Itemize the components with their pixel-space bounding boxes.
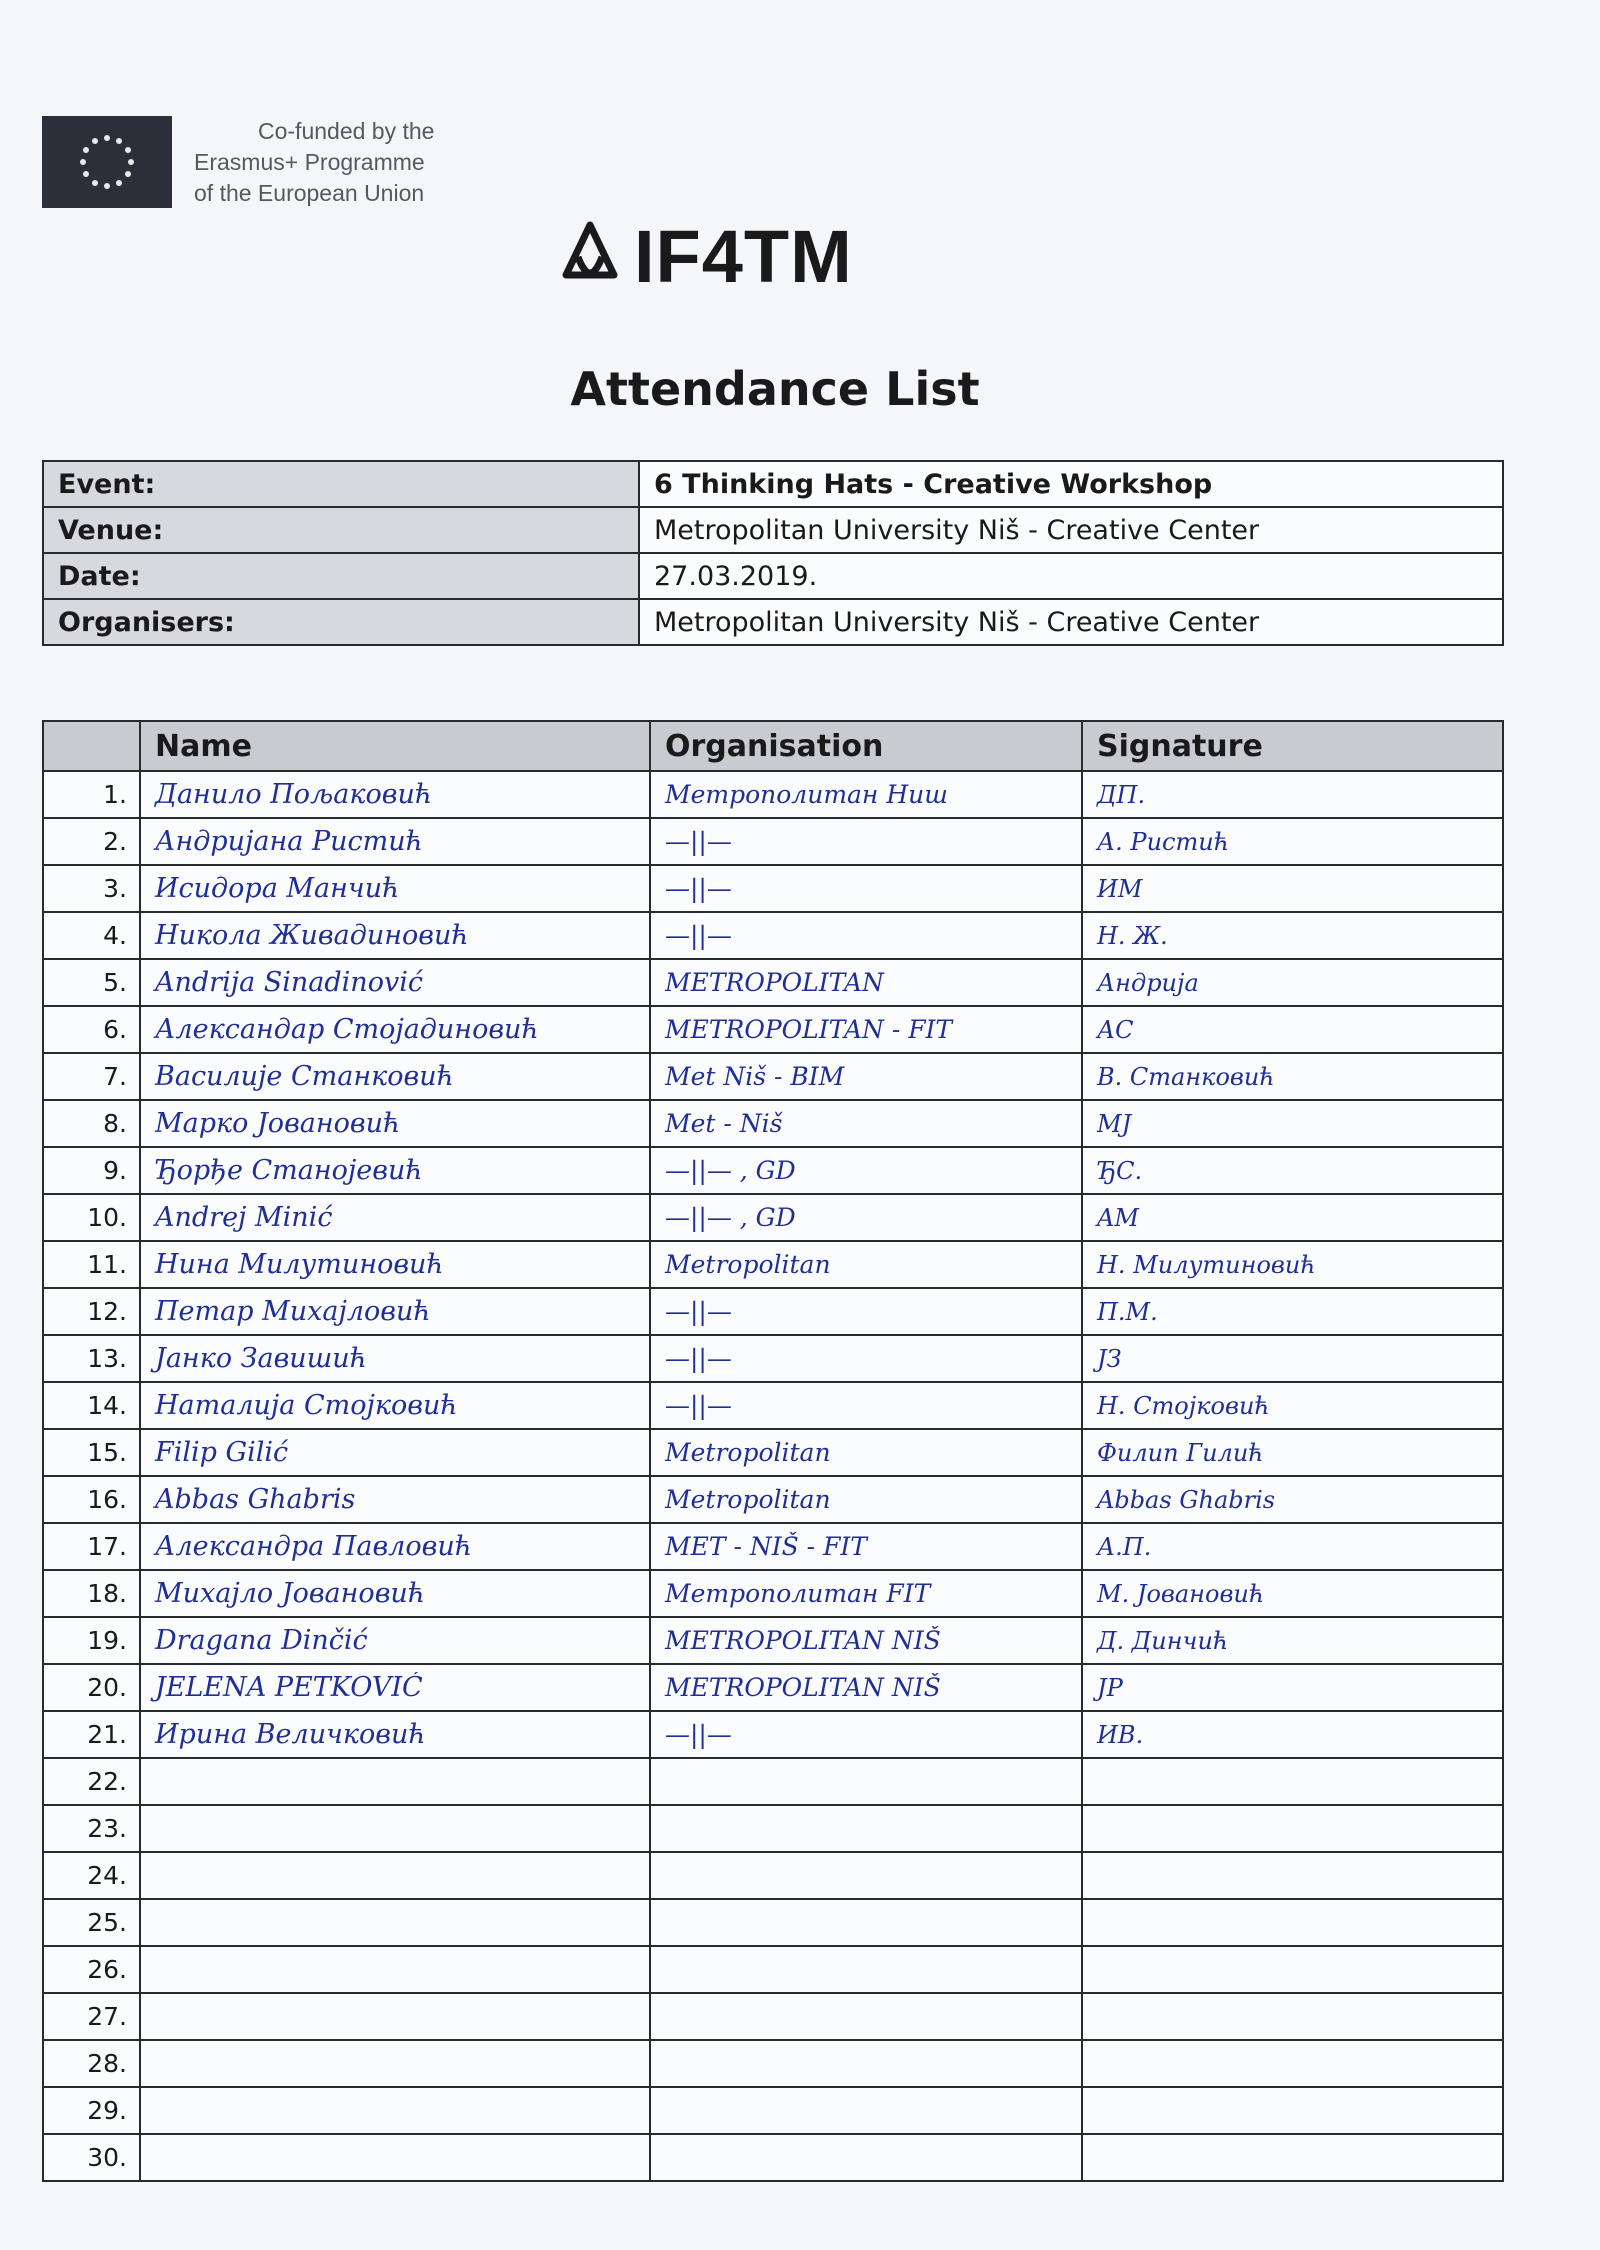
signature-cell	[1082, 1570, 1503, 1617]
name-cell	[140, 818, 650, 865]
organisation-cell	[650, 865, 1082, 912]
column-header-signature: Signature	[1082, 721, 1503, 771]
attendance-row	[43, 1852, 1503, 1899]
row-number: 30.	[43, 2134, 140, 2181]
attendance-row	[43, 2040, 1503, 2087]
name-cell	[140, 1523, 650, 1570]
signature-cell	[1082, 1335, 1503, 1382]
row-number: 12.	[43, 1288, 140, 1335]
handwritten-signature: JP	[1097, 1673, 1123, 1702]
signature-cell	[1082, 1429, 1503, 1476]
attendance-row	[43, 1899, 1503, 1946]
name-cell	[140, 771, 650, 818]
name-cell	[140, 1241, 650, 1288]
row-number: 29.	[43, 2087, 140, 2134]
name-cell	[140, 1758, 650, 1805]
row-number: 16.	[43, 1476, 140, 1523]
row-number: 20.	[43, 1664, 140, 1711]
row-number: 5.	[43, 959, 140, 1006]
info-row	[43, 599, 1503, 645]
attendance-row	[43, 1476, 1503, 1523]
info-label: Event:	[43, 461, 639, 507]
attendance-row	[43, 1758, 1503, 1805]
row-number: 19.	[43, 1617, 140, 1664]
row-number: 4.	[43, 912, 140, 959]
organisation-cell	[650, 2087, 1082, 2134]
handwritten-organisation: Метрополитан Ниш	[665, 780, 948, 809]
name-cell	[140, 865, 650, 912]
row-number: 10.	[43, 1194, 140, 1241]
attendance-row	[43, 1053, 1503, 1100]
organisation-cell	[650, 771, 1082, 818]
row-number: 9.	[43, 1147, 140, 1194]
attendance-row	[43, 2087, 1503, 2134]
organisation-cell	[650, 1053, 1082, 1100]
handwritten-name: Петар Михајловић	[155, 1296, 431, 1327]
organisation-cell	[650, 1335, 1082, 1382]
signature-cell	[1082, 1006, 1503, 1053]
name-cell	[140, 1100, 650, 1147]
name-cell	[140, 1711, 650, 1758]
handwritten-signature: АС	[1097, 1015, 1134, 1044]
name-cell	[140, 1617, 650, 1664]
name-cell	[140, 1664, 650, 1711]
row-number: 24.	[43, 1852, 140, 1899]
attendance-row	[43, 1711, 1503, 1758]
attendance-row	[43, 1100, 1503, 1147]
handwritten-signature: Abbas Ghabris	[1097, 1485, 1276, 1514]
organisation-cell	[650, 959, 1082, 1006]
handwritten-signature: Н. Милутиновић	[1097, 1250, 1316, 1279]
row-number: 11.	[43, 1241, 140, 1288]
attendance-row	[43, 1288, 1503, 1335]
column-header-organisation: Organisation	[650, 721, 1082, 771]
attendance-row	[43, 1617, 1503, 1664]
organisation-cell	[650, 1523, 1082, 1570]
eu-text-line: of the European Union	[194, 180, 425, 206]
signature-cell	[1082, 1241, 1503, 1288]
handwritten-signature: AM	[1097, 1203, 1139, 1232]
organisation-cell	[650, 1194, 1082, 1241]
name-cell	[140, 1006, 650, 1053]
name-cell	[140, 1899, 650, 1946]
organisation-cell	[650, 1476, 1082, 1523]
handwritten-name: Andrija Sinadinović	[155, 967, 423, 998]
handwritten-organisation: METROPOLITAN NIŠ	[665, 1626, 941, 1655]
handwritten-signature: Андрија	[1097, 968, 1199, 997]
signature-cell	[1082, 1664, 1503, 1711]
organisation-cell	[650, 1993, 1082, 2040]
handwritten-name: Александар Стојадиновић	[155, 1014, 539, 1045]
signature-cell	[1082, 1053, 1503, 1100]
name-cell	[140, 1993, 650, 2040]
attendance-row	[43, 1805, 1503, 1852]
handwritten-name: Василије Станковић	[155, 1061, 454, 1092]
eu-cofunding-logo	[42, 116, 434, 209]
organisation-cell	[650, 818, 1082, 865]
row-number: 22.	[43, 1758, 140, 1805]
handwritten-organisation: —||—	[665, 921, 732, 950]
attendance-row	[43, 2134, 1503, 2181]
info-value: Metropolitan University Niš - Creative Center	[639, 599, 1503, 645]
handwritten-name: Никола Живадиновић	[155, 920, 469, 951]
organisation-cell	[650, 1288, 1082, 1335]
row-number: 21.	[43, 1711, 140, 1758]
info-value: 6 Thinking Hats - Creative Workshop	[639, 461, 1503, 507]
organisation-cell	[650, 1429, 1082, 1476]
handwritten-signature: Д. Динчић	[1097, 1626, 1229, 1655]
eu-text-line: Co-funded by the	[258, 118, 435, 144]
if4tm-logo	[560, 214, 853, 299]
organisation-cell	[650, 1570, 1082, 1617]
attendance-row	[43, 1946, 1503, 1993]
handwritten-signature: М. Јовановић	[1097, 1579, 1265, 1608]
handwritten-organisation: —||—	[665, 1344, 732, 1373]
signature-cell	[1082, 1805, 1503, 1852]
info-label: Venue:	[43, 507, 639, 553]
page-title: Attendance List	[570, 362, 980, 416]
name-cell	[140, 959, 650, 1006]
handwritten-organisation: —||— , GD	[665, 1203, 796, 1232]
handwritten-organisation: METROPOLITAN	[665, 968, 884, 997]
organisation-cell	[650, 1006, 1082, 1053]
event-info-table	[42, 460, 1504, 646]
name-cell	[140, 1805, 650, 1852]
handwritten-organisation: Met - Niš	[665, 1109, 783, 1138]
handwritten-signature: ЂС.	[1097, 1156, 1143, 1185]
signature-cell	[1082, 1194, 1503, 1241]
handwritten-name: Михајло Јовановић	[155, 1578, 426, 1609]
attendance-row	[43, 1147, 1503, 1194]
signature-cell	[1082, 1993, 1503, 2040]
attendance-row	[43, 912, 1503, 959]
signature-cell	[1082, 1476, 1503, 1523]
organisation-cell	[650, 1899, 1082, 1946]
handwritten-organisation: Метрополитан FIT	[665, 1579, 931, 1608]
signature-cell	[1082, 1852, 1503, 1899]
handwritten-organisation: —||—	[665, 1391, 732, 1420]
organisation-cell	[650, 2040, 1082, 2087]
attendance-row	[43, 1523, 1503, 1570]
signature-cell	[1082, 2040, 1503, 2087]
handwritten-name: Наталија Стојковић	[155, 1390, 458, 1421]
info-label: Organisers:	[43, 599, 639, 645]
attendance-row	[43, 1382, 1503, 1429]
attendance-row	[43, 1993, 1503, 2040]
brand-name: IF4TM	[634, 215, 853, 298]
attendance-table	[42, 720, 1504, 2182]
handwritten-signature: А. Ристић	[1097, 827, 1230, 856]
name-cell	[140, 1429, 650, 1476]
name-cell	[140, 1335, 650, 1382]
handwritten-organisation: METROPOLITAN - FIT	[665, 1015, 953, 1044]
row-number: 27.	[43, 1993, 140, 2040]
organisation-cell	[650, 1241, 1082, 1288]
handwritten-name: Andrej Minić	[155, 1202, 333, 1233]
eu-text-line: Erasmus+ Programme	[194, 149, 425, 175]
row-number: 7.	[43, 1053, 140, 1100]
handwritten-signature: МЈ	[1097, 1109, 1132, 1138]
handwritten-signature: ЈЗ	[1097, 1344, 1122, 1373]
handwritten-name: Ђорђе Станојевић	[155, 1155, 423, 1186]
attendance-row	[43, 1241, 1503, 1288]
handwritten-signature: Н. Ж.	[1097, 921, 1168, 950]
handwritten-signature: Н. Стојковић	[1097, 1391, 1270, 1420]
attendance-row	[43, 865, 1503, 912]
signature-cell	[1082, 1147, 1503, 1194]
handwritten-organisation: —||—	[665, 1720, 732, 1749]
row-number: 13.	[43, 1335, 140, 1382]
attendance-row	[43, 1006, 1503, 1053]
handwritten-signature: ДП.	[1097, 780, 1146, 809]
handwritten-organisation: Metropolitan	[665, 1438, 831, 1467]
name-cell	[140, 2040, 650, 2087]
handwritten-organisation: Metropolitan	[665, 1250, 831, 1279]
signature-cell	[1082, 959, 1503, 1006]
handwritten-name: Данило Пољаковић	[155, 779, 433, 810]
handwritten-name: JELENA PETKOVIĆ	[155, 1672, 423, 1703]
attendance-row	[43, 959, 1503, 1006]
row-number: 18.	[43, 1570, 140, 1617]
name-cell	[140, 1147, 650, 1194]
attendance-row	[43, 1570, 1503, 1617]
handwritten-name: Александра Павловић	[155, 1531, 473, 1562]
signature-cell	[1082, 1617, 1503, 1664]
handwritten-signature: ИВ.	[1097, 1720, 1144, 1749]
handwritten-organisation: —||— , GD	[665, 1156, 796, 1185]
signature-cell	[1082, 818, 1503, 865]
attendance-row	[43, 771, 1503, 818]
attendance-row	[43, 1664, 1503, 1711]
eu-cofunding-text	[194, 116, 434, 209]
name-cell	[140, 1570, 650, 1617]
info-row	[43, 461, 1503, 507]
row-number: 26.	[43, 1946, 140, 1993]
handwritten-signature: А.П.	[1097, 1532, 1152, 1561]
handwritten-name: Марко Јовановић	[155, 1108, 401, 1139]
name-cell	[140, 1194, 650, 1241]
name-cell	[140, 1852, 650, 1899]
handwritten-signature: Филип Гилић	[1097, 1438, 1264, 1467]
organisation-cell	[650, 1946, 1082, 1993]
info-row	[43, 553, 1503, 599]
handwritten-signature: П.М.	[1097, 1297, 1158, 1326]
handwritten-signature: ИМ	[1097, 874, 1143, 903]
handwritten-name: Јанко Завишић	[155, 1343, 368, 1374]
organisation-cell	[650, 1617, 1082, 1664]
signature-cell	[1082, 912, 1503, 959]
handwritten-name: Abbas Ghabris	[155, 1484, 356, 1515]
row-number: 6.	[43, 1006, 140, 1053]
signature-cell	[1082, 865, 1503, 912]
row-number: 15.	[43, 1429, 140, 1476]
organisation-cell	[650, 2134, 1082, 2181]
signature-cell	[1082, 2134, 1503, 2181]
handwritten-organisation: Met Niš - BIM	[665, 1062, 845, 1091]
row-number: 17.	[43, 1523, 140, 1570]
handwritten-name: Исидора Манчић	[155, 873, 400, 904]
signature-cell	[1082, 1100, 1503, 1147]
signature-cell	[1082, 1758, 1503, 1805]
signature-cell	[1082, 1899, 1503, 1946]
signature-cell	[1082, 1523, 1503, 1570]
handwritten-organisation: —||—	[665, 827, 732, 856]
signature-cell	[1082, 1711, 1503, 1758]
signature-cell	[1082, 2087, 1503, 2134]
handwritten-organisation: MET - NIŠ - FIT	[665, 1532, 867, 1561]
handwritten-organisation: METROPOLITAN NIŠ	[665, 1673, 941, 1702]
info-row	[43, 507, 1503, 553]
attendance-row	[43, 1194, 1503, 1241]
handwritten-name: Filip Gilić	[155, 1437, 289, 1468]
handwritten-organisation: —||—	[665, 874, 732, 903]
row-number: 25.	[43, 1899, 140, 1946]
handwritten-organisation: Metropolitan	[665, 1485, 831, 1514]
eu-flag-icon	[42, 116, 172, 208]
handwritten-name: Dragana Dinčić	[155, 1625, 368, 1656]
column-header-name: Name	[140, 721, 650, 771]
name-cell	[140, 1288, 650, 1335]
organisation-cell	[650, 1805, 1082, 1852]
name-cell	[140, 1476, 650, 1523]
info-label: Date:	[43, 553, 639, 599]
row-number: 1.	[43, 771, 140, 818]
name-cell	[140, 1382, 650, 1429]
attendance-row	[43, 1429, 1503, 1476]
organisation-cell	[650, 1382, 1082, 1429]
name-cell	[140, 2087, 650, 2134]
organisation-cell	[650, 1100, 1082, 1147]
organisation-cell	[650, 1147, 1082, 1194]
info-value: 27.03.2019.	[639, 553, 1503, 599]
row-number: 3.	[43, 865, 140, 912]
handwritten-name: Андријана Ристић	[155, 826, 424, 857]
organisation-cell	[650, 1758, 1082, 1805]
organisation-cell	[650, 1711, 1082, 1758]
name-cell	[140, 1053, 650, 1100]
info-value: Metropolitan University Niš - Creative Center	[639, 507, 1503, 553]
row-number: 2.	[43, 818, 140, 865]
name-cell	[140, 1946, 650, 1993]
row-number: 28.	[43, 2040, 140, 2087]
signature-cell	[1082, 1288, 1503, 1335]
row-number: 14.	[43, 1382, 140, 1429]
signature-cell	[1082, 1946, 1503, 1993]
name-cell	[140, 912, 650, 959]
organisation-cell	[650, 1664, 1082, 1711]
organisation-cell	[650, 912, 1082, 959]
handwritten-signature: В. Станковић	[1097, 1062, 1275, 1091]
row-number: 23.	[43, 1805, 140, 1852]
signature-cell	[1082, 1382, 1503, 1429]
handwritten-name: Ирина Величковић	[155, 1719, 426, 1750]
attendance-row	[43, 818, 1503, 865]
signature-cell	[1082, 771, 1503, 818]
attendance-header-row	[43, 721, 1503, 771]
attendance-row	[43, 1335, 1503, 1382]
knot-icon	[560, 217, 620, 297]
row-number: 8.	[43, 1100, 140, 1147]
handwritten-name: Нина Милутиновић	[155, 1249, 444, 1280]
handwritten-organisation: —||—	[665, 1297, 732, 1326]
organisation-cell	[650, 1852, 1082, 1899]
name-cell	[140, 2134, 650, 2181]
column-header-number	[43, 721, 140, 771]
